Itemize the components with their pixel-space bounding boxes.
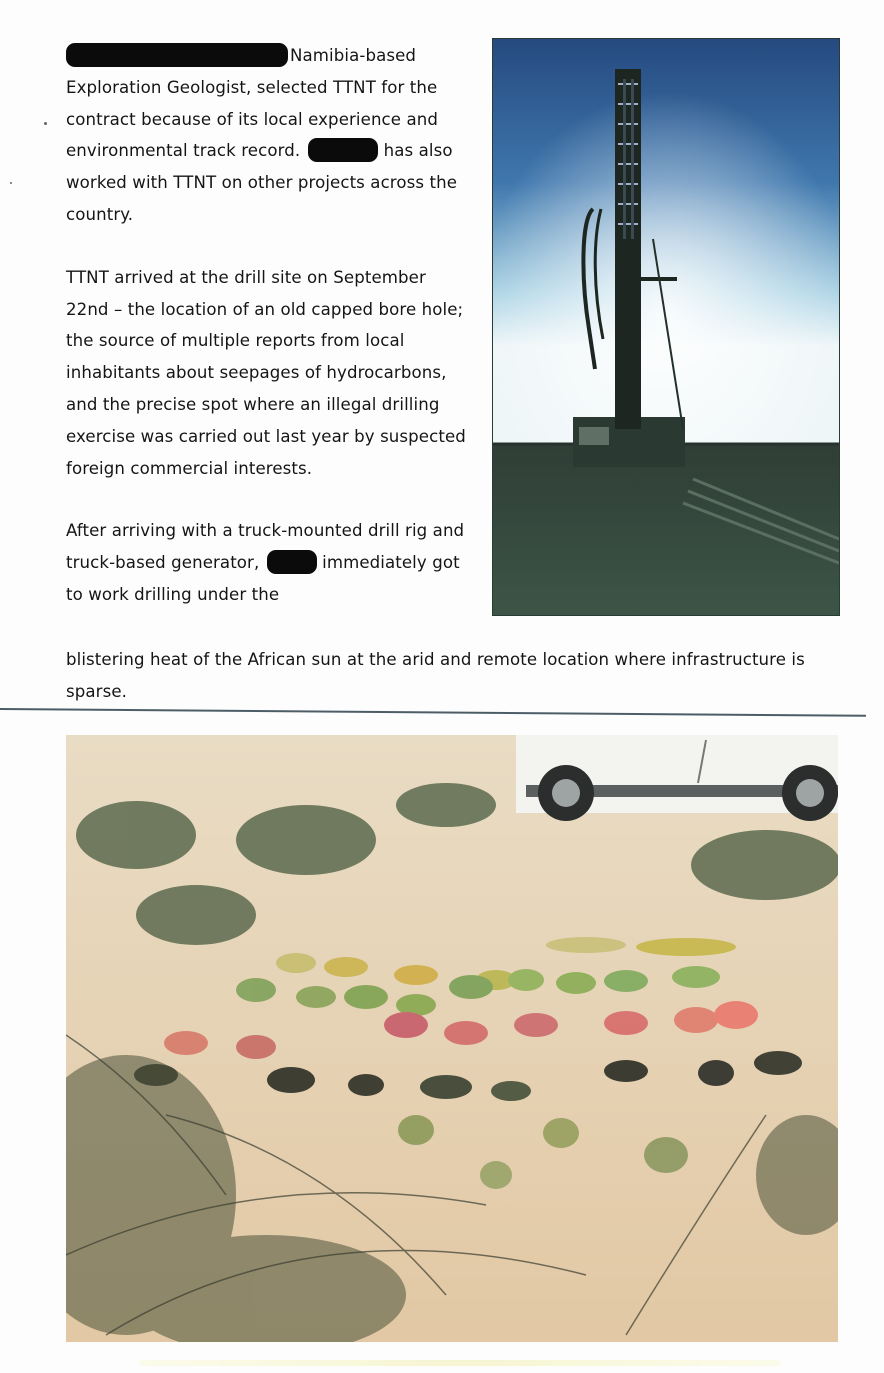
section-divider <box>0 708 866 717</box>
redaction-bar <box>308 138 378 162</box>
article-text-column <box>66 40 466 642</box>
paragraph-1 <box>66 40 466 231</box>
paragraph-2: TTNT arrived at the drill site on September 22nd – the location of an old capped bore hole; the source of multiple reports from local inhabitants about seepages of hydrocarbons, and the precise spot where an illegal drilling exercise was carried out last year by suspected foreign commercial interests. <box>66 267 466 478</box>
paragraph-3-continuation: blistering heat of the African sun at the arid and remote location where infrastructure is sparse. <box>66 650 805 701</box>
paragraph-3-text-a: After arriving with a truck-mounted drill rig and truck-based generator, <box>66 521 465 573</box>
drill-rig-photo <box>492 38 840 616</box>
soil-samples-photo <box>66 735 838 1342</box>
scan-speck <box>44 122 47 125</box>
paragraph-3 <box>66 515 466 610</box>
paragraph-1-text-b: has also worked with TTNT on other projects across the country. <box>66 141 458 224</box>
paragraph-3-text-b: immediately got to work drilling under the <box>66 553 460 604</box>
scan-speck <box>10 182 12 184</box>
paragraph-1-text-a: Namibia-based Exploration Geologist, selected TTNT for the contract because of its local experience and environmental track record. <box>66 46 438 161</box>
redaction-bar <box>267 550 317 574</box>
redaction-bar <box>66 43 288 67</box>
scan-edge-tint <box>140 1360 780 1366</box>
